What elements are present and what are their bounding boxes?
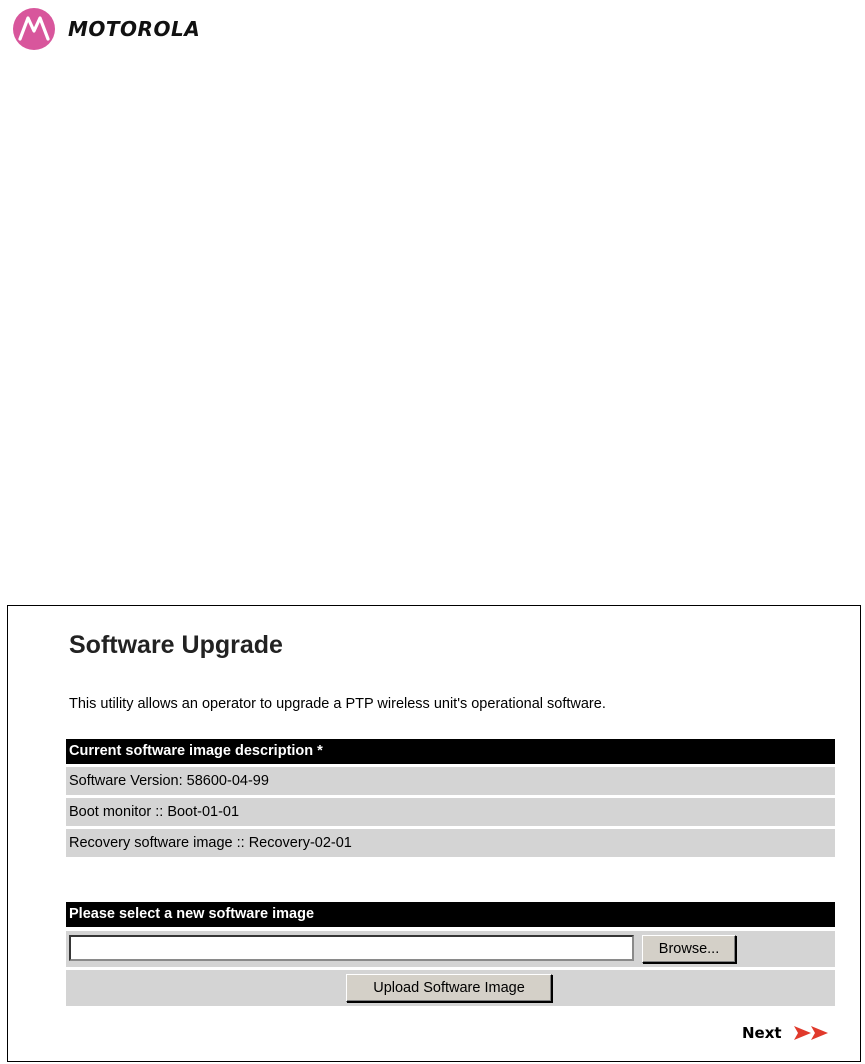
next-link[interactable] bbox=[742, 1024, 830, 1042]
upload-row bbox=[66, 970, 835, 1006]
recovery-image-row: Recovery software image :: Recovery-02-01 bbox=[66, 829, 835, 857]
upload-software-image-button[interactable]: Upload Software Image bbox=[346, 974, 552, 1002]
motorola-batwing-icon bbox=[13, 8, 55, 50]
motorola-logo bbox=[13, 8, 200, 50]
page-title: Software Upgrade bbox=[69, 631, 283, 659]
current-image-header: Current software image description * bbox=[66, 739, 835, 764]
software-image-path-input[interactable] bbox=[69, 935, 634, 961]
intro-text: This utility allows an operator to upgrade a PTP wireless unit's operational software. bbox=[69, 696, 606, 712]
file-select-row bbox=[66, 931, 835, 967]
new-image-header: Please select a new software image bbox=[66, 902, 835, 927]
software-version-row: Software Version: 58600-04-99 bbox=[66, 767, 835, 795]
brand-name: MOTOROLA bbox=[68, 17, 201, 41]
next-label[interactable]: Next bbox=[742, 1024, 782, 1042]
double-arrow-right-icon[interactable] bbox=[794, 1025, 830, 1041]
software-upgrade-panel bbox=[7, 605, 861, 1062]
browse-button[interactable]: Browse... bbox=[642, 935, 736, 963]
boot-monitor-row: Boot monitor :: Boot-01-01 bbox=[66, 798, 835, 826]
